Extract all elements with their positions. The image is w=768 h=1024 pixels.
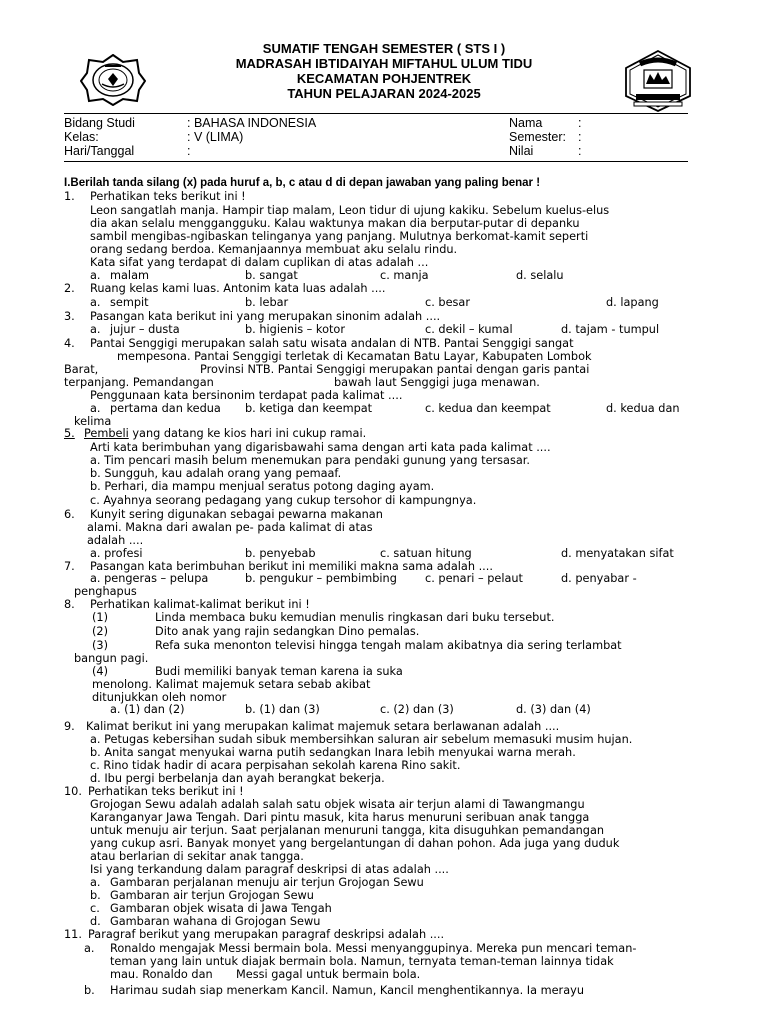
- q8-option-b[interactable]: b. (1) dan (3): [245, 703, 320, 716]
- q10-option-c[interactable]: Gambaran objek wisata di Jawa Tengah: [110, 902, 332, 915]
- q1-option-b[interactable]: b. sangat: [245, 269, 298, 282]
- q10-stem: Perhatikan teks berikut ini !: [88, 785, 244, 798]
- q4-option-b[interactable]: b. ketiga dan keempat: [245, 402, 373, 415]
- q3-option-c[interactable]: c. dekil – kumal: [425, 323, 513, 336]
- class-label: Kelas:: [64, 130, 99, 144]
- q10-option-a[interactable]: Gambaran perjalanan menuju air terjun Grojogan Sewu: [110, 876, 424, 889]
- q6-option-d[interactable]: d. menyatakan sifat: [561, 547, 674, 560]
- school-name: MADRASAH IBTIDAIYAH MIFTAHUL ULUM TIDU: [235, 56, 533, 71]
- q10-number: 10.: [64, 785, 82, 798]
- q7-option-c[interactable]: c. penari – pelaut: [425, 572, 523, 585]
- q10-option-b[interactable]: Gambaran air terjun Grojogan Sewu: [110, 889, 314, 902]
- q8-question-line: ditunjukkan oleh nomor: [92, 691, 227, 704]
- q5-question: Arti kata berimbuhan yang digarisbawahi sama dengan arti kata pada kalimat ....: [90, 441, 551, 454]
- q4-passage-line: mempesona. Pantai Senggigi terletak di Kecamatan Batu Layar, Kabupaten Lombok: [117, 350, 592, 363]
- q9-option-d[interactable]: d. Ibu pergi berbelanja dan ayah berangkat bekerja.: [90, 772, 385, 785]
- q10-option-d-letter[interactable]: d.: [90, 915, 101, 928]
- q10-passage-line: atau berlarian di sekitar anak tangga.: [90, 850, 304, 863]
- q8-sentence-number: (1): [92, 611, 109, 624]
- q8-option-a[interactable]: a. (1) dan (2): [110, 703, 185, 716]
- q7-option-a[interactable]: a. pengeras – pelupa: [90, 572, 209, 585]
- q8-sentence-number: (2): [92, 625, 109, 638]
- q3-stem: Pasangan kata berikut ini yang merupakan sinonim adalah ....: [90, 310, 441, 323]
- q5-option-a[interactable]: a. Tim pencari masih belum menemukan para pendaki gunung yang tersasar.: [90, 454, 530, 467]
- q9-option-a[interactable]: a. Petugas kebersihan sudah sibuk membersihkan saluran air sebelum memasuki musim hujan.: [90, 733, 633, 746]
- exam-title: SUMATIF TENGAH SEMESTER ( STS I ): [262, 41, 506, 56]
- q11-option-b-line[interactable]: Harimau sudah siap menerkam Kancil. Namun, Kancil menghentikannya. Ia merayu: [110, 984, 584, 997]
- q1-passage-line: dia akan selalu menggangguku. Kalau waktunya makan dia berputar-putar di depanku: [90, 217, 580, 230]
- q5-option-c[interactable]: b. Perhari, dia mampu menjual seratus potong daging ayam.: [90, 480, 435, 493]
- q4-question: Penggunaan kata bersinonim terdapat pada kalimat ....: [90, 389, 403, 402]
- q1-question: Kata sifat yang terdapat di dalam cuplikan di atas adalah ...: [90, 256, 429, 269]
- q8-sentence: Dito anak yang rajin sedangkan Dino pemalas.: [155, 625, 420, 638]
- subject-value: : BAHASA INDONESIA: [187, 116, 317, 130]
- name-value: :: [578, 116, 582, 130]
- q4-number: 4.: [64, 337, 75, 350]
- q1-number: 1.: [64, 190, 75, 203]
- q8-option-c[interactable]: c. (2) dan (3): [380, 703, 454, 716]
- semester-value: :: [578, 130, 582, 144]
- q11-option-a-line[interactable]: teman yang lain untuk diajak bermain bola. Namun, ternyata teman-teman lainnya tidak: [110, 955, 614, 968]
- q4-option-d[interactable]: d. kedua dan: [606, 402, 680, 415]
- q10-option-b-letter[interactable]: b.: [90, 889, 101, 902]
- q1-option-d[interactable]: d. selalu: [516, 269, 564, 282]
- q8-sentence-continued: bangun pagi.: [74, 652, 149, 665]
- q9-number: 9.: [64, 720, 75, 733]
- q7-option-d[interactable]: d. penyabar -: [561, 572, 637, 585]
- q10-passage-line: Karanganyar Jawa Tengah. Dari pintu masuk, kita harus menuruni seribuan anak tangga: [90, 811, 590, 824]
- q8-stem: Perhatikan kalimat-kalimat berikut ini !: [90, 598, 310, 611]
- q10-passage-line: untuk menuju air terjun. Saat perjalanan menuruni tangga, kita disuguhkan pemandangan: [90, 824, 605, 837]
- q4-passage-line: Barat,: [64, 363, 99, 376]
- name-label: Nama: [509, 116, 543, 130]
- q8-sentence: Linda membaca buku kemudian menulis ringkasan dari buku tersebut.: [155, 611, 555, 624]
- q10-passage-line: Grojogan Sewu adalah adalah salah satu objek wisata air terjun alami di Tawangmangu: [90, 798, 585, 811]
- q5-option-b[interactable]: b. Sungguh, kau adalah orang yang pemaaf.: [90, 467, 342, 480]
- day-label: Hari/Tanggal: [64, 144, 135, 158]
- q4-option-a[interactable]: pertama dan kedua: [110, 402, 221, 415]
- q8-sentence-number: (3): [92, 639, 109, 652]
- q9-option-c[interactable]: c. Rino tidak hadir di acara perpisahan sekolah karena Rino sakit.: [90, 759, 461, 772]
- info-divider: [64, 161, 688, 162]
- q3-option-a[interactable]: jujur – dusta: [110, 323, 180, 336]
- q6-option-a[interactable]: a. profesi: [90, 547, 143, 560]
- q8-sentence-number: (4): [92, 665, 109, 678]
- q6-stem-line: alami. Makna dari awalan pe- pada kalimat di atas: [87, 521, 373, 534]
- q1-passage-line: sambil mengibas-ngibaskan telinganya yang panjang. Mulutnya berkomat-kamit seperti: [90, 230, 589, 243]
- q7-option-d-continued[interactable]: penghapus: [74, 585, 137, 598]
- q11-option-a-line[interactable]: Messi gagal untuk bermain bola.: [236, 968, 421, 981]
- q5-stem-rest: yang datang ke kios hari ini cukup ramai.: [128, 427, 367, 440]
- q6-stem-line: Kunyit sering digunakan sebagai pewarna makanan: [90, 508, 383, 521]
- q2-option-a-letter[interactable]: a.: [90, 296, 101, 309]
- q1-stem: Perhatikan teks berikut ini !: [90, 190, 246, 203]
- q4-option-c[interactable]: c. kedua dan keempat: [425, 402, 551, 415]
- q2-number: 2.: [64, 282, 75, 295]
- q9-option-b[interactable]: b. Anita sangat menyukai warna putih sedangkan Inara lebih menyukai warna merah.: [90, 746, 576, 759]
- score-value: :: [578, 144, 582, 158]
- q7-option-b[interactable]: b. pengukur – pembimbing: [245, 572, 397, 585]
- q8-question-line: menolong. Kalimat majemuk setara sebab akibat: [92, 678, 371, 691]
- subject-label: Bidang Studi: [64, 116, 135, 130]
- q1-option-c[interactable]: c. manja: [380, 269, 429, 282]
- q3-number: 3.: [64, 310, 75, 323]
- q6-option-c[interactable]: c. satuan hitung: [380, 547, 472, 560]
- q11-option-b-letter[interactable]: b.: [84, 984, 95, 997]
- q3-option-b[interactable]: b. higienis – kotor: [245, 323, 345, 336]
- q11-option-a-letter[interactable]: a.: [84, 942, 95, 955]
- q11-number: 11.: [64, 928, 82, 941]
- q8-option-d[interactable]: d. (3) dan (4): [516, 703, 591, 716]
- q4-option-a-letter[interactable]: a.: [90, 402, 101, 415]
- q1-option-a-letter[interactable]: a.: [90, 269, 101, 282]
- q5-option-d[interactable]: c. Ayahnya seorang pedagang yang cukup tersohor di kampungnya.: [90, 494, 477, 507]
- q10-passage-line: yang cukup asri. Banyak monyet yang bergelantungan di dahan pohon. Ada juga yang duduk: [90, 837, 620, 850]
- q4-passage-line: Provinsi NTB. Pantai Senggigi merupakan pantai dengan garis pantai: [200, 363, 590, 376]
- q8-sentence: Budi memiliki banyak teman karena ia suka: [155, 665, 403, 678]
- header-divider: [64, 113, 688, 114]
- score-label: Nilai: [509, 144, 534, 158]
- q8-sentence: Refa suka menonton televisi hingga tengah malam akibatnya dia sering terlambat: [155, 639, 622, 652]
- q11-option-a-line[interactable]: mau. Ronaldo dan: [110, 968, 213, 981]
- q10-option-d[interactable]: Gambaran wahana di Grojogan Sewu: [110, 915, 321, 928]
- q1-passage-line: orang sedang berdoa. Kemanjaannya membuat aku selalu rindu.: [90, 243, 458, 256]
- q1-passage-line: Leon sangatlah manja. Hampir tiap malam, Leon tidur di ujung kakiku. Sebelum kuelus-elus: [90, 204, 610, 217]
- q4-passage-line: Pantai Senggigi merupakan salah satu wisata andalan di NTB. Pantai Senggigi sangat: [90, 337, 574, 350]
- q9-stem: Kalimat berikut ini yang merupakan kalimat majemuk setara berlawanan adalah ....: [86, 720, 560, 733]
- q2-option-a[interactable]: sempit: [110, 296, 149, 309]
- q2-option-b[interactable]: b. lebar: [245, 296, 289, 309]
- class-value: : V (LIMA): [187, 130, 244, 144]
- q2-stem: Ruang kelas kami luas. Antonim kata luas adalah ....: [90, 282, 386, 295]
- district-name: KECAMATAN POHJENTREK: [296, 71, 472, 86]
- q1-option-a[interactable]: malam: [110, 269, 149, 282]
- day-value: :: [187, 144, 191, 158]
- q3-option-a-letter[interactable]: a.: [90, 323, 101, 336]
- q5-stem: [84, 427, 366, 440]
- q6-option-b[interactable]: b. penyebab: [245, 547, 316, 560]
- q6-number: 6.: [64, 508, 75, 521]
- q11-option-a-line[interactable]: Ronaldo mengajak Messi bermain bola. Messi menyanggupinya. Mereka pun mencari teman-: [110, 942, 637, 955]
- semester-label: Semester:: [509, 130, 566, 144]
- q10-option-a-letter[interactable]: a.: [90, 876, 101, 889]
- q10-option-c-letter[interactable]: c.: [90, 902, 100, 915]
- q6-stem-line: adalah ....: [87, 534, 144, 547]
- q5-number: 5.: [64, 427, 75, 440]
- q10-question: Isi yang terkandung dalam paragraf deskripsi di atas adalah ....: [90, 863, 449, 876]
- q11-stem: Paragraf berikut yang merupakan paragraf deskripsi adalah ....: [88, 928, 445, 941]
- q4-passage-line: terpanjang. Pemandangan: [64, 376, 214, 389]
- q4-option-d-continued[interactable]: kelima: [74, 415, 112, 428]
- academic-year: TAHUN PELAJARAN 2024-2025: [287, 86, 481, 101]
- q5-underlined-word: Pembeli: [84, 427, 129, 440]
- q4-passage-line: bawah laut Senggigi juga menawan.: [334, 376, 540, 389]
- q8-number: 8.: [64, 598, 75, 611]
- q7-number: 7.: [64, 560, 75, 573]
- q2-option-d[interactable]: d. lapang: [606, 296, 659, 309]
- q7-stem: Pasangan kata berimbuhan berikut ini memiliki makna sama adalah ....: [90, 560, 493, 573]
- q2-option-c[interactable]: c. besar: [425, 296, 470, 309]
- q3-option-d[interactable]: d. tajam - tumpul: [561, 323, 660, 336]
- section-instruction: I.Berilah tanda silang (x) pada huruf a, b, c atau d di depan jawaban yang paling benar !: [64, 177, 541, 189]
